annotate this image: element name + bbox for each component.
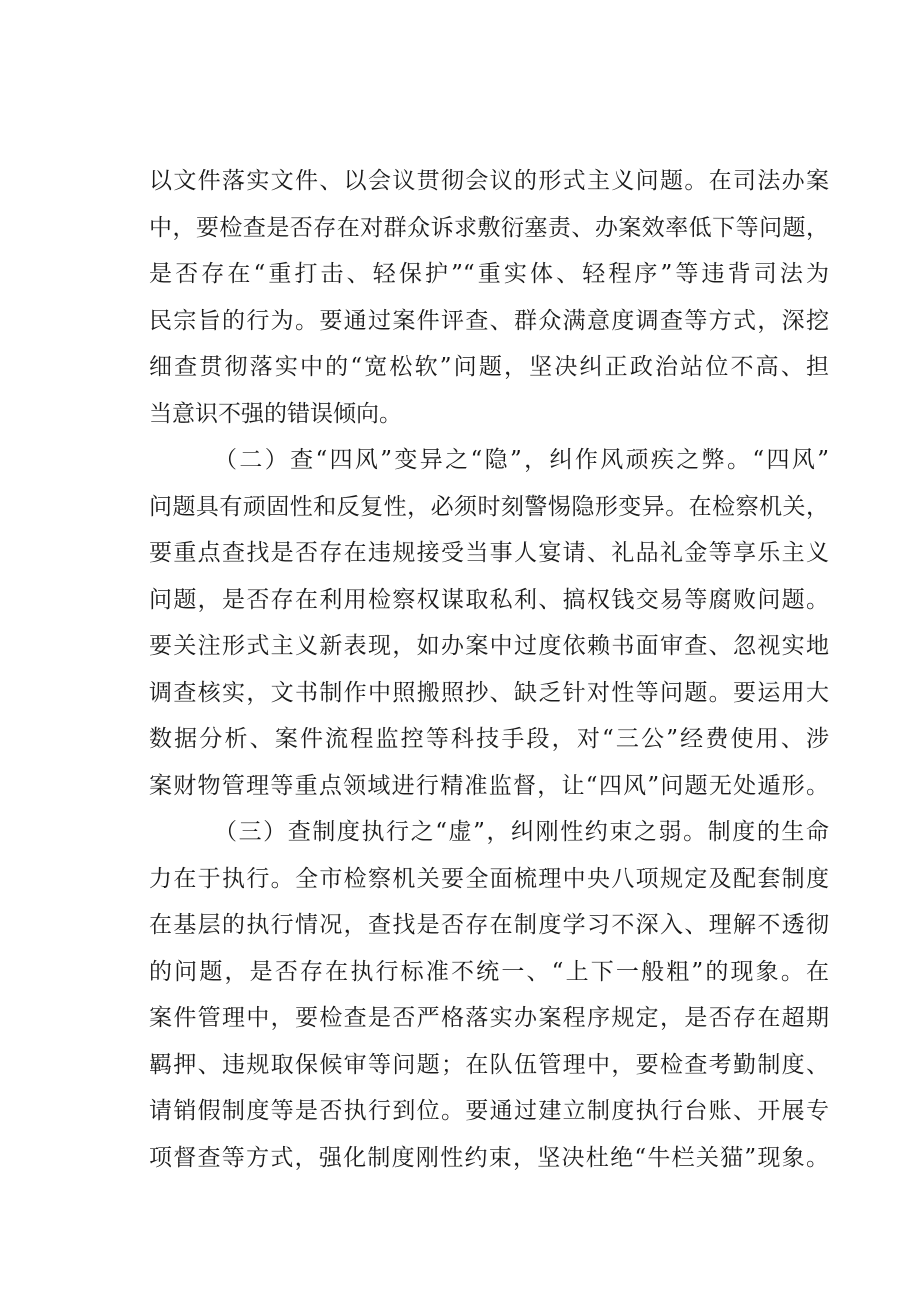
text-line: 在基层的执行情况，查找是否存在制度学习不深入、理解不透彻 <box>149 912 829 938</box>
text-line: 细查贯彻落实中的“宽松软”问题，坚决纠正政治站位不高、担 <box>149 354 829 380</box>
text-line: 案件管理中，要检查是否严格落实办案程序规定，是否存在超期 <box>149 1005 829 1031</box>
text-line: 力在于执行。全市检察机关要全面梳理中央八项规定及配套制度 <box>149 866 829 892</box>
text-line: 要重点查找是否存在违规接受当事人宴请、礼品礼金等享乐主义 <box>149 540 829 566</box>
text-line: 项督查等方式，强化制度刚性约束，坚决杜绝“牛栏关猫”现象。 <box>149 1145 829 1171</box>
text-line: 的问题，是否存在执行标准不统一、“上下一般粗”的现象。在 <box>149 959 829 985</box>
text-line: 问题，是否存在利用检察权谋取私利、搞权钱交易等腐败问题。 <box>149 587 829 613</box>
text-line: 要关注形式主义新表现，如办案中过度依赖书面审查、忽视实地 <box>149 633 829 659</box>
text-line: 请销假制度等是否执行到位。要通过建立制度执行台账、开展专 <box>149 1098 829 1124</box>
text-line: 羁押、违规取保候审等问题；在队伍管理中，要检查考勤制度、 <box>149 1052 829 1078</box>
text-line: 调查核实，文书制作中照搬照抄、缺乏针对性等问题。要运用大 <box>149 680 829 706</box>
text-line: 数据分析、案件流程监控等科技手段，对“三公”经费使用、涉 <box>149 726 829 752</box>
section-heading-line: （三）查制度执行之“虚”，纠刚性约束之弱。制度的生命 <box>214 819 829 845</box>
text-line: 是否存在“重打击、轻保护”“重实体、轻程序”等违背司法为 <box>149 261 829 287</box>
text-line: 以文件落实文件、以会议贯彻会议的形式主义问题。在司法办案 <box>149 168 829 194</box>
text-line: 问题具有顽固性和反复性，必须时刻警惕隐形变异。在检察机关， <box>149 494 829 520</box>
text-line: 案财物管理等重点领域进行精准监督，让“四风”问题无处遁形。 <box>149 773 829 799</box>
text-line: 中，要检查是否存在对群众诉求敷衍塞责、办案效率低下等问题， <box>149 215 829 241</box>
section-heading-line: （二）查“四风”变异之“隐”，纠作风顽疾之弊。“四风” <box>214 447 829 473</box>
text-line: 民宗旨的行为。要通过案件评查、群众满意度调查等方式，深挖 <box>149 308 829 334</box>
text-line: 当意识不强的错误倾向。 <box>149 401 402 427</box>
